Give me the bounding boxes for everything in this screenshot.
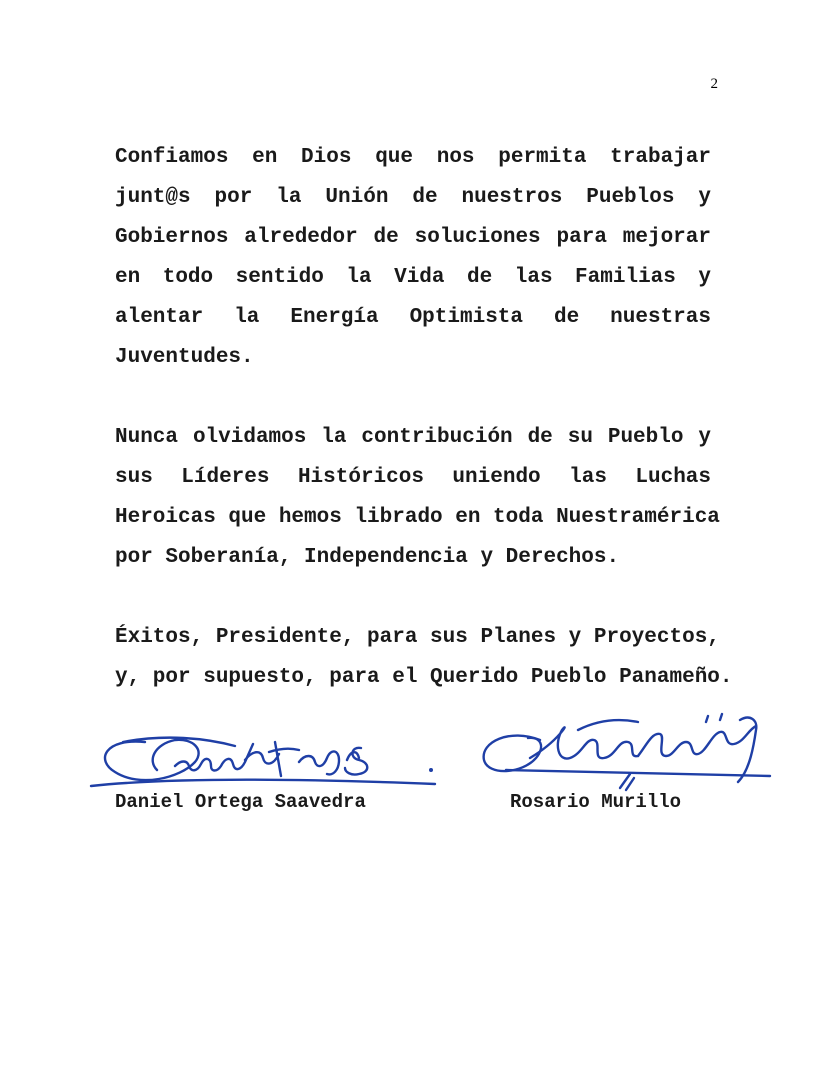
signatory-name-right: Rosario Murillo (510, 791, 682, 813)
paragraph-faith (115, 138, 711, 378)
paragraph-history (115, 418, 720, 578)
paragraph-line: Éxitos, Presidente, para sus Planes y Proyectos, (115, 626, 720, 649)
paragraph-line: alentar la Energía Optimista de nuestras (115, 306, 711, 329)
paragraph-line: Heroicas que hemos librado en toda Nuestramérica (115, 506, 720, 529)
paragraph-closing (115, 618, 733, 698)
paragraph-line: por Soberanía, Independencia y Derechos. (115, 546, 620, 569)
paragraph-line: Confiamos en Dios que nos permita trabajar (115, 146, 711, 169)
paragraph-line: y, por supuesto, para el Querido Pueblo Panameño. (115, 666, 733, 689)
paragraph-line: en todo sentido la Vida de las Familias y (115, 266, 711, 289)
signatory-name-left: Daniel Ortega Saavedra (115, 791, 366, 813)
signature-left (85, 720, 445, 800)
paragraph-line: Gobiernos alrededor de soluciones para mejorar (115, 226, 711, 249)
paragraph-line: Juventudes. (115, 346, 254, 369)
page-number: 2 (710, 76, 718, 92)
paragraph-line: sus Líderes Históricos uniendo las Luchas (115, 466, 711, 489)
paragraph-line: Nunca olvidamos la contribución de su Pueblo y (115, 426, 711, 449)
paragraph-line: junt@s por la Unión de nuestros Pueblos y (115, 186, 711, 209)
